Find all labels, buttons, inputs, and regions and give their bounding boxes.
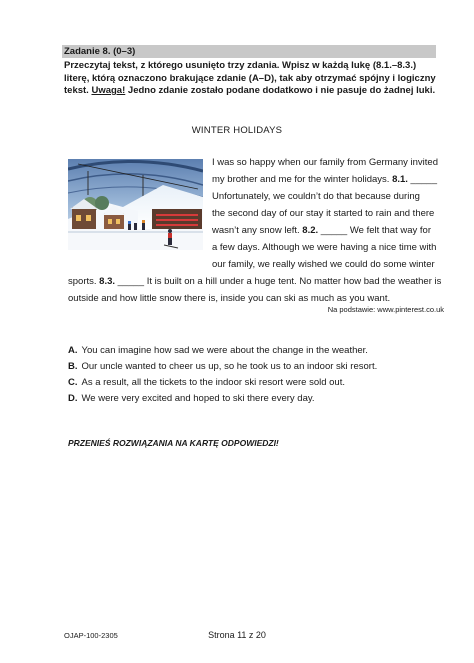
story-line	[212, 171, 445, 188]
gap-8-1-blank: _____	[407, 174, 437, 185]
exam-code: OJAP-100-2305	[64, 631, 118, 640]
option-letter: B.	[68, 361, 78, 372]
instructions-warning-label: Uwaga!	[91, 85, 126, 96]
option-text: You can imagine how sad we were about the change in the weather.	[81, 345, 368, 356]
story-text: my brother and me for the winter holidays.	[212, 174, 393, 185]
story-line: outside and how little snow there is, inside you can ski as much as you want.	[68, 293, 391, 304]
task-title: Zadanie 8. (0–3)	[64, 46, 136, 57]
option-c	[68, 375, 448, 391]
option-letter: D.	[68, 393, 78, 404]
instructions-main: Przeczytaj tekst, z którego usunięto trzy zdania. Wpisz w każdą lukę (8.1.–8.3.) literę, którą oznaczono brakujące zdanie (A–D), tak aby otrzymać spójny i logiczny tekst.	[64, 60, 436, 96]
task-instructions	[64, 60, 436, 98]
gap-8-3-blank: _____ It is built on a hill under a huge tent. No matter how bad the weather is	[115, 276, 442, 287]
story-text: sports.	[68, 276, 100, 287]
instructions-warning-text: Jedno zdanie zostało podane dodatkowo i nie pasuje do żadnej luki.	[125, 85, 436, 96]
gap-8-2-label: 8.2.	[302, 225, 319, 236]
option-b	[68, 359, 448, 375]
story-line: Unfortunately, we couldn’t do that because during	[212, 191, 420, 202]
story-line	[212, 222, 445, 239]
option-d	[68, 391, 448, 407]
gap-8-3-label: 8.3.	[99, 276, 116, 287]
story-line: I was so happy when our family from Germany invited	[212, 157, 438, 168]
gap-8-2-blank: _____ We felt that way for	[318, 225, 431, 236]
story-line	[68, 273, 445, 290]
story-line: the second day of our stay it started to rain and there	[212, 208, 435, 219]
page-number: Strona 11 z 20	[208, 630, 266, 640]
option-a	[68, 343, 448, 359]
source-note: Na podstawie: www.pinterest.co.uk	[327, 305, 444, 314]
option-letter: C.	[68, 377, 78, 388]
story-text: wasn’t any snow left.	[212, 225, 303, 236]
option-text: As a result, all the tickets to the indoor ski resort were sold out.	[81, 377, 345, 388]
option-text: We were very excited and hoped to ski there every day.	[81, 393, 315, 404]
option-letter: A.	[68, 345, 78, 356]
transfer-answers-note: PRZENIEŚ ROZWIĄZANIA NA KARTĘ ODPOWIEDZI!	[68, 438, 279, 448]
story-full-width	[68, 256, 445, 307]
story-line: a few days. Although we were having a nice time with	[212, 242, 437, 253]
gap-8-1-label: 8.1.	[392, 174, 408, 185]
story-right-column	[212, 154, 445, 256]
option-text: Our uncle wanted to cheer us up, so he took us to an indoor ski resort.	[81, 361, 378, 372]
story-line: our family, we really wished we could do some winter	[212, 259, 435, 270]
text-title: WINTER HOLIDAYS	[191, 125, 283, 136]
answer-options	[68, 343, 448, 407]
indoor-ski-resort-photo	[68, 159, 203, 250]
